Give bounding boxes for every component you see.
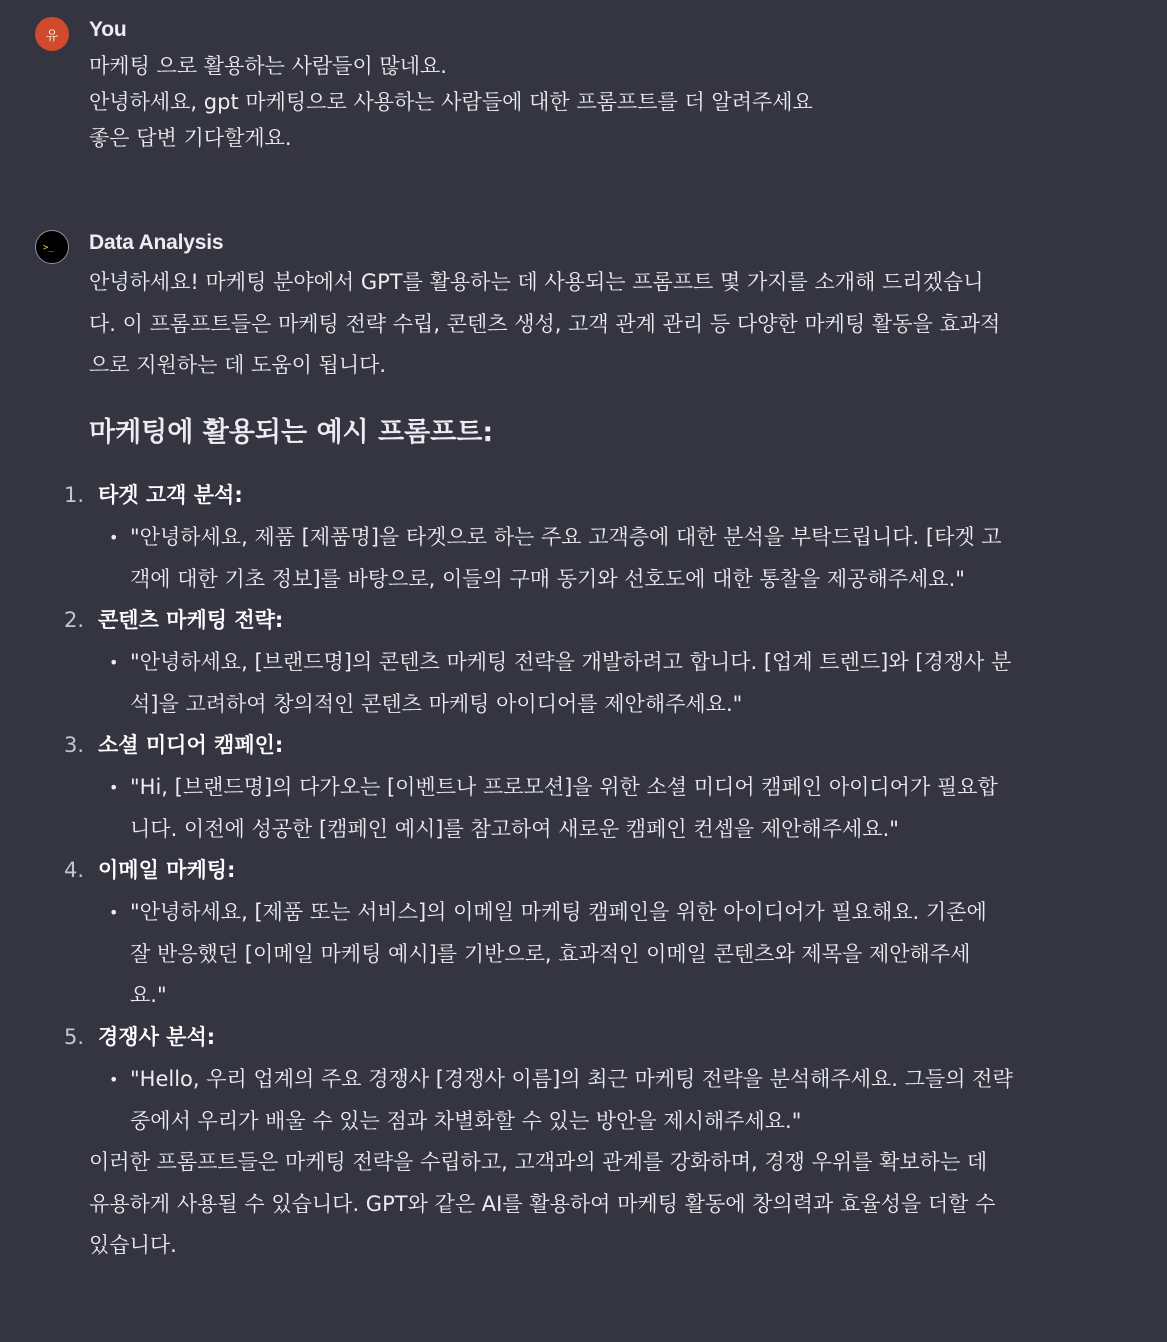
list-item-title: 소셜 미디어 캠페인: [98, 733, 284, 757]
list-item-prompt [130, 1059, 1130, 1142]
prompt-line: "Hello, 우리 업계의 주요 경쟁사 [경쟁사 이름]의 최근 마케팅 전략을 분석해주세요. 그들의 전략 [130, 1067, 1013, 1091]
assistant-intro-line: 으로 지원하는 데 도움이 됩니다. [89, 353, 387, 377]
user-message-line: 좋은 답변 기다할게요. [89, 126, 292, 150]
prompt-line: 중에서 우리가 배울 수 있는 점과 차별화할 수 있는 방안을 제시해주세요." [130, 1108, 802, 1133]
assistant-message-body [64, 262, 1134, 1312]
assistant-author-name: Data Analysis [89, 231, 224, 254]
bullet-icon: • [109, 903, 119, 922]
list-item-title: 경쟁사 분석: [98, 1025, 216, 1049]
user-author-name: You [89, 18, 127, 41]
user-avatar-initial: 유 [45, 28, 59, 44]
list-item-prompt [130, 642, 1130, 725]
list-item-number: 4. [64, 858, 85, 882]
assistant-intro-line: 안녕하세요! 마케팅 분야에서 GPT를 활용하는 데 사용되는 프롬프트 몇 가지를 소개해 드리겠습니 [89, 270, 984, 294]
closing-line: 있습니다. [89, 1233, 177, 1257]
prompt-line: 잘 반응했던 [이메일 마케팅 예시]를 기반으로, 효과적인 이메일 콘텐츠와 제목을 제안해주세 [130, 941, 971, 966]
list-item-prompt [130, 892, 1130, 1017]
prompt-line: "안녕하세요, [제품 또는 서비스]의 이메일 마케팅 캠페인을 위한 아이디어가 필요해요. 기존에 [130, 900, 987, 924]
svg-text:>_: >_ [43, 243, 54, 253]
prompt-line: 석]을 고려하여 창의적인 콘텐츠 마케팅 아이디어를 제안해주세요." [130, 691, 743, 716]
prompt-line: 객에 대한 기초 정보]를 바탕으로, 이들의 구매 동기와 선호도에 대한 통찰을 제공해주세요." [130, 566, 965, 591]
prompt-line: "안녕하세요, [브랜드명]의 콘텐츠 마케팅 전략을 개발하려고 합니다. [업계 트렌드]와 [경쟁사 분 [130, 650, 1012, 674]
bullet-icon: • [109, 528, 119, 547]
list-item-title: 이메일 마케팅: [98, 858, 236, 882]
list-item-number: 3. [64, 733, 85, 757]
assistant-intro [89, 262, 1000, 387]
closing-line: 유용하게 사용될 수 있습니다. GPT와 같은 AI를 활용하여 마케팅 활동에 창의력과 효율성을 더할 수 [89, 1191, 996, 1216]
user-avatar [35, 17, 69, 51]
terminal-icon [35, 230, 69, 264]
user-message-body [89, 48, 1134, 156]
terminal-icon-glyph [42, 240, 62, 254]
prompt-line: "Hi, [브랜드명]의 다가오는 [이벤트나 프로모션]을 위한 소셜 미디어 캠페인 아이디어가 필요합 [130, 775, 998, 799]
prompt-line: 요." [130, 983, 167, 1007]
list-item-number: 2. [64, 608, 85, 632]
user-message-line: 안녕하세요, gpt 마케팅으로 사용하는 사람들에 대한 프롬프트를 더 알려주세요 [89, 90, 813, 114]
bullet-icon: • [109, 1070, 119, 1089]
assistant-intro-line: 다. 이 프롬프트들은 마케팅 전략 수립, 콘텐츠 생성, 고객 관계 관리 등 다양한 마케팅 활동을 효과적 [89, 311, 1001, 336]
assistant-closing [89, 1142, 1134, 1267]
user-message-line: 마케팅 으로 활용하는 사람들이 많네요. [89, 54, 447, 78]
closing-line: 이러한 프롬프트들은 마케팅 전략을 수립하고, 고객과의 관계를 강화하며, 경쟁 우위를 확보하는 데 [89, 1150, 988, 1174]
bullet-icon: • [109, 653, 119, 672]
list-item-number: 5. [64, 1025, 85, 1049]
list-item-prompt [130, 517, 1130, 600]
section-heading: 마케팅에 활용되는 예시 프롬프트: [89, 417, 494, 448]
list-item-title: 콘텐츠 마케팅 전략: [98, 608, 284, 632]
prompt-line: "안녕하세요, 제품 [제품명]을 타겟으로 하는 주요 고객층에 대한 분석을 부탁드립니다. [타겟 고 [130, 525, 1002, 549]
bullet-icon: • [109, 778, 119, 797]
prompt-line: 니다. 이전에 성공한 [캠페인 예시]를 참고하여 새로운 캠페인 컨셉을 제안해주세요." [130, 816, 899, 841]
list-item-number: 1. [64, 483, 85, 507]
list-item-title: 타겟 고객 분석: [98, 483, 243, 507]
list-item-prompt [130, 767, 1130, 850]
